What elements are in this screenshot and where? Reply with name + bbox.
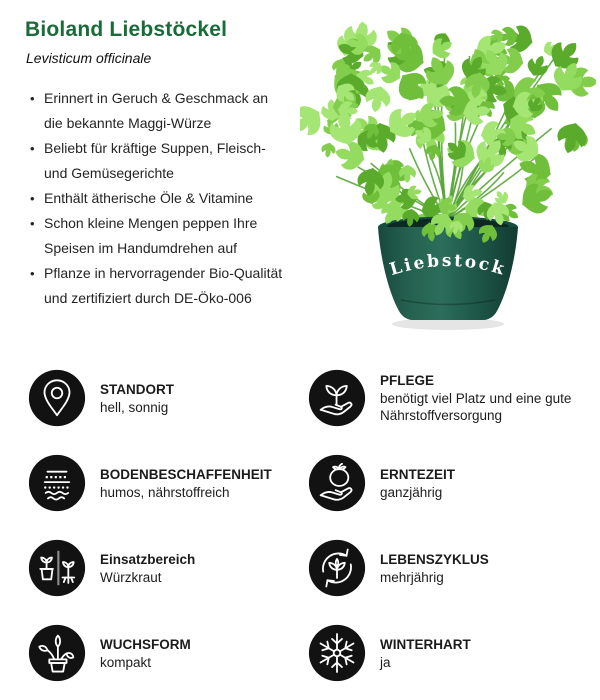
plant-illustration bbox=[300, 4, 596, 338]
plant-product-image bbox=[300, 4, 596, 338]
feature-wuchsform bbox=[28, 624, 308, 682]
plant-cycle-icon bbox=[308, 539, 366, 597]
feature-winterhart bbox=[308, 624, 594, 682]
feature-pflege bbox=[308, 369, 594, 427]
feature-value: ja bbox=[380, 654, 391, 670]
feature-label: ERNTEZEIT bbox=[380, 466, 456, 482]
feature-value: ganzjährig bbox=[380, 484, 443, 500]
pot-label: Liebstock bbox=[387, 250, 509, 281]
feature-label: STANDORT bbox=[100, 381, 174, 397]
feature-standort bbox=[28, 369, 308, 427]
feature-erntezeit bbox=[308, 454, 594, 512]
feature-label: WINTERHART bbox=[380, 636, 471, 652]
snowflake-icon bbox=[308, 624, 366, 682]
latin-name: Levisticum officinale bbox=[26, 50, 152, 66]
potted-plant-icon bbox=[28, 624, 86, 682]
location-pin-icon bbox=[28, 369, 86, 427]
feature-lebenszyklus bbox=[308, 539, 594, 597]
feature-value: humos, nährstoffreich bbox=[100, 484, 230, 500]
soil-layers-icon bbox=[28, 454, 86, 512]
feature-value: mehrjährig bbox=[380, 569, 444, 585]
feature-label: LEBENSZYKLUS bbox=[380, 551, 489, 567]
feature-value: hell, sonnig bbox=[100, 399, 169, 415]
bullet-item: • Beliebt für kräftige Suppen, Fleisch- und Gemüsegerichte bbox=[27, 136, 285, 186]
feature-bodenbeschaffenheit bbox=[28, 454, 308, 512]
description-bullet-list bbox=[27, 86, 285, 311]
feature-value: Würzkraut bbox=[100, 569, 162, 585]
feature-label: Einsatzbereich bbox=[100, 551, 196, 567]
hand-seedling-icon bbox=[308, 369, 366, 427]
feature-label: BODENBESCHAFFENHEIT bbox=[100, 466, 272, 482]
plant-foliage bbox=[300, 17, 596, 246]
bullet-item: • Enthält ätherische Öle & Vitamine bbox=[27, 186, 285, 211]
feature-value: benötigt viel Platz und eine gute Nährstoffversorgung bbox=[380, 391, 572, 423]
page-title: Bioland Liebstöckel bbox=[25, 18, 228, 41]
pot-and-sprout-icon bbox=[28, 539, 86, 597]
feature-einsatzbereich bbox=[28, 539, 308, 597]
feature-label: WUCHSFORM bbox=[100, 636, 191, 652]
bullet-item: • Pflanze in hervorragender Bio-Qualität und zertifiziert durch DE-Öko-006 bbox=[27, 261, 285, 311]
bullet-item: • Erinnert in Geruch & Geschmack an die bekannte Maggi-Würze bbox=[27, 86, 285, 136]
feature-value: kompakt bbox=[100, 654, 152, 670]
features-grid bbox=[28, 369, 594, 682]
bullet-item: • Schon kleine Mengen peppen Ihre Speisen im Handumdrehen auf bbox=[27, 211, 285, 261]
hand-fruit-icon bbox=[308, 454, 366, 512]
feature-label: PFLEGE bbox=[380, 373, 435, 388]
